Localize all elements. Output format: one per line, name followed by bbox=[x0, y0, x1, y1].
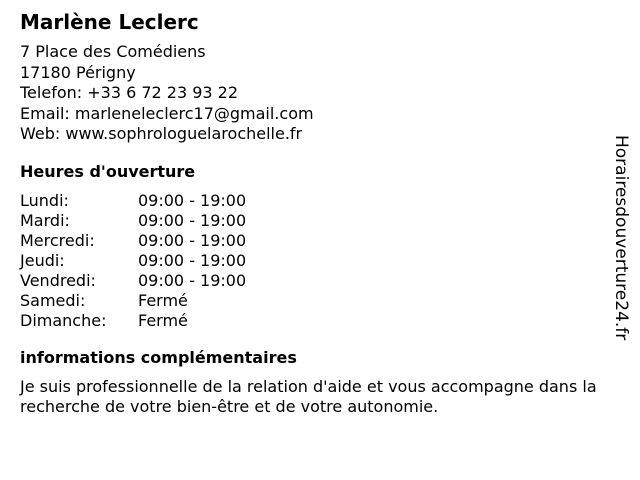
hours-row-friday bbox=[20, 271, 600, 291]
address-line-2: 17180 Périgny bbox=[20, 62, 136, 82]
day-label: Lundi: bbox=[20, 190, 69, 210]
hours-row-tuesday bbox=[20, 211, 600, 231]
hours-row-saturday bbox=[20, 291, 600, 311]
business-name: Marlène Leclerc bbox=[20, 10, 199, 34]
additional-info-text: Je suis professionnelle de la relation d'aide et vous accompagne dans la recherche de votre bien-être et de votre autonomie. bbox=[20, 376, 597, 416]
day-label: Jeudi: bbox=[20, 250, 65, 270]
time-value: Fermé bbox=[138, 310, 188, 330]
email-line: Email: marleneleclerc17@gmail.com bbox=[20, 103, 314, 123]
hours-row-monday bbox=[20, 191, 600, 211]
contact-block bbox=[20, 42, 600, 145]
business-details bbox=[20, 10, 600, 418]
phone-line: Telefon: +33 6 72 23 93 22 bbox=[20, 83, 239, 102]
day-label: Samedi: bbox=[20, 290, 86, 310]
time-value: Fermé bbox=[138, 290, 188, 310]
day-label: Dimanche: bbox=[20, 310, 107, 330]
time-value: 09:00 - 19:00 bbox=[138, 270, 247, 290]
day-label: Vendredi: bbox=[20, 270, 96, 290]
site-watermark: Horairesdouverture24.fr bbox=[611, 135, 631, 341]
day-label: Mercredi: bbox=[20, 230, 95, 250]
time-value: 09:00 - 19:00 bbox=[138, 230, 247, 250]
hours-row-sunday bbox=[20, 311, 600, 331]
hours-row-wednesday bbox=[20, 231, 600, 251]
opening-hours-title: Heures d'ouverture bbox=[20, 161, 196, 181]
address-line-1: 7 Place des Comédiens bbox=[20, 42, 206, 61]
hours-row-thursday bbox=[20, 251, 600, 271]
time-value: 09:00 - 19:00 bbox=[138, 190, 247, 210]
website-line: Web: www.sophrologuelarochelle.fr bbox=[20, 124, 303, 143]
day-label: Mardi: bbox=[20, 210, 70, 230]
additional-info-title: informations complémentaires bbox=[20, 347, 297, 367]
time-value: 09:00 - 19:00 bbox=[138, 250, 247, 270]
opening-hours-table bbox=[20, 191, 600, 331]
time-value: 09:00 - 19:00 bbox=[138, 210, 247, 230]
